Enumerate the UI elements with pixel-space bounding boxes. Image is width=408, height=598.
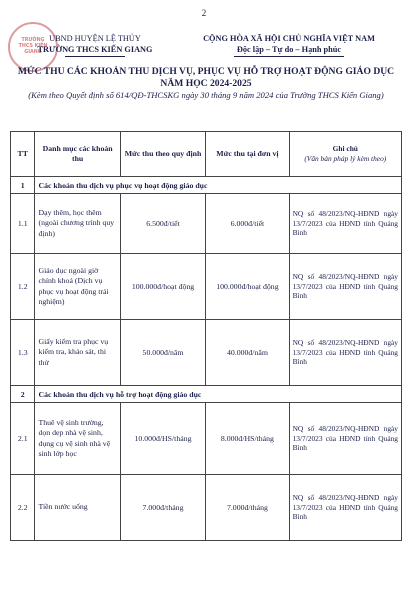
header-category: Danh mục các khoản thu <box>35 132 120 177</box>
row-actual-rate: 6.000đ/tiết <box>206 194 289 254</box>
section-number: 2 <box>11 386 35 403</box>
row-category: Giấy kiểm tra phục vụ kiểm tra, khảo sát, thi thử <box>35 320 120 386</box>
row-category: Giáo dục ngoài giờ chính khoá (Dịch vụ phục vụ hoạt động trải nghiệm) <box>35 254 120 320</box>
country-name: CỘNG HÒA XÃ HỘI CHỦ NGHĨA VIỆT NAM <box>203 34 375 43</box>
header-max-rate: Mức thu theo quy định <box>120 132 205 177</box>
row-note: NQ số 48/2023/NQ-HĐND ngày 13/7/2023 của HĐND tỉnh Quảng Bình <box>289 194 401 254</box>
document-subtitle: (Kèm theo Quyết định số 614/QĐ-THCSKG ngày 30 tháng 9 năm 2024 của Trường THCS Kiến Giang) <box>28 90 384 100</box>
row-max-rate: 10.000đ/HS/tháng <box>120 403 205 475</box>
row-tt: 1.1 <box>11 194 35 254</box>
fee-table <box>10 131 402 541</box>
row-note: NQ số 48/2023/NQ-HĐND ngày 13/7/2023 của HĐND tỉnh Quảng Bình <box>289 254 401 320</box>
row-actual-rate: 40.000đ/năm <box>206 320 289 386</box>
row-max-rate: 50.000đ/năm <box>120 320 205 386</box>
row-category: Tiền nước uống <box>35 475 120 541</box>
national-header <box>175 33 403 57</box>
header-note-sub: (Văn bản pháp lý kèm theo) <box>304 154 387 163</box>
row-max-rate: 100.000đ/hoạt động <box>120 254 205 320</box>
header-tt: TT <box>11 132 35 177</box>
page-number: 2 <box>201 8 207 18</box>
row-note: NQ số 48/2023/NQ-HĐND ngày 13/7/2023 của HĐND tỉnh Quảng Bình <box>289 403 401 475</box>
row-tt: 2.1 <box>11 403 35 475</box>
table-header-row <box>11 132 402 177</box>
row-category: Thuê vệ sinh trường, dọn dẹp nhà vệ sinh, dụng cụ vệ sinh nhà vệ sinh lớp học <box>35 403 120 475</box>
table-row <box>11 194 402 254</box>
section-row <box>11 386 402 403</box>
table-row <box>11 403 402 475</box>
section-row <box>11 177 402 194</box>
header-note-title: Ghi chú <box>332 144 358 153</box>
section-title: Các khoản thu dịch vụ phục vụ hoạt động giáo dục <box>35 177 402 194</box>
row-note: NQ số 48/2023/NQ-HĐND ngày 13/7/2023 của HĐND tỉnh Quảng Bình <box>289 475 401 541</box>
header-actual-rate: Mức thu tại đơn vị <box>206 132 289 177</box>
issuer-header <box>20 33 170 57</box>
row-tt: 2.2 <box>11 475 35 541</box>
document-title: MỨC THU CÁC KHOẢN THU DỊCH VỤ, PHỤC VỤ HỖ TRỢ HOẠT ĐỘNG GIÁO DỤC NĂM HỌC 2024-2025 <box>17 66 395 89</box>
section-number: 1 <box>11 177 35 194</box>
section-title: Các khoản thu dịch vụ hỗ trợ hoạt động giáo dục <box>35 386 402 403</box>
row-actual-rate: 8.000đ/HS/tháng <box>206 403 289 475</box>
row-note: NQ số 48/2023/NQ-HĐND ngày 13/7/2023 của HĐND tỉnh Quảng Bình <box>289 320 401 386</box>
school-name: TRƯỜNG THCS KIẾN GIANG <box>37 45 153 54</box>
row-tt: 1.3 <box>11 320 35 386</box>
row-actual-rate: 100.000đ/hoạt động <box>206 254 289 320</box>
row-tt: 1.2 <box>11 254 35 320</box>
national-motto: Độc lập – Tự do – Hạnh phúc <box>236 45 342 54</box>
school-underline <box>65 56 125 57</box>
header-note <box>289 132 401 177</box>
row-max-rate: 7.000đ/tháng <box>120 475 205 541</box>
table-row <box>11 320 402 386</box>
row-max-rate: 6.500đ/tiết <box>120 194 205 254</box>
table-row <box>11 475 402 541</box>
row-actual-rate: 7.000đ/tháng <box>206 475 289 541</box>
stamp-text: TRƯỜNG THCS KIẾN GIANG <box>18 38 48 55</box>
motto-underline <box>234 56 344 57</box>
table-row <box>11 254 402 320</box>
agency-name: UBND HUYỆN LỆ THỦY <box>49 34 141 43</box>
row-category: Dạy thêm, học thêm (ngoài chương trình quy định) <box>35 194 120 254</box>
